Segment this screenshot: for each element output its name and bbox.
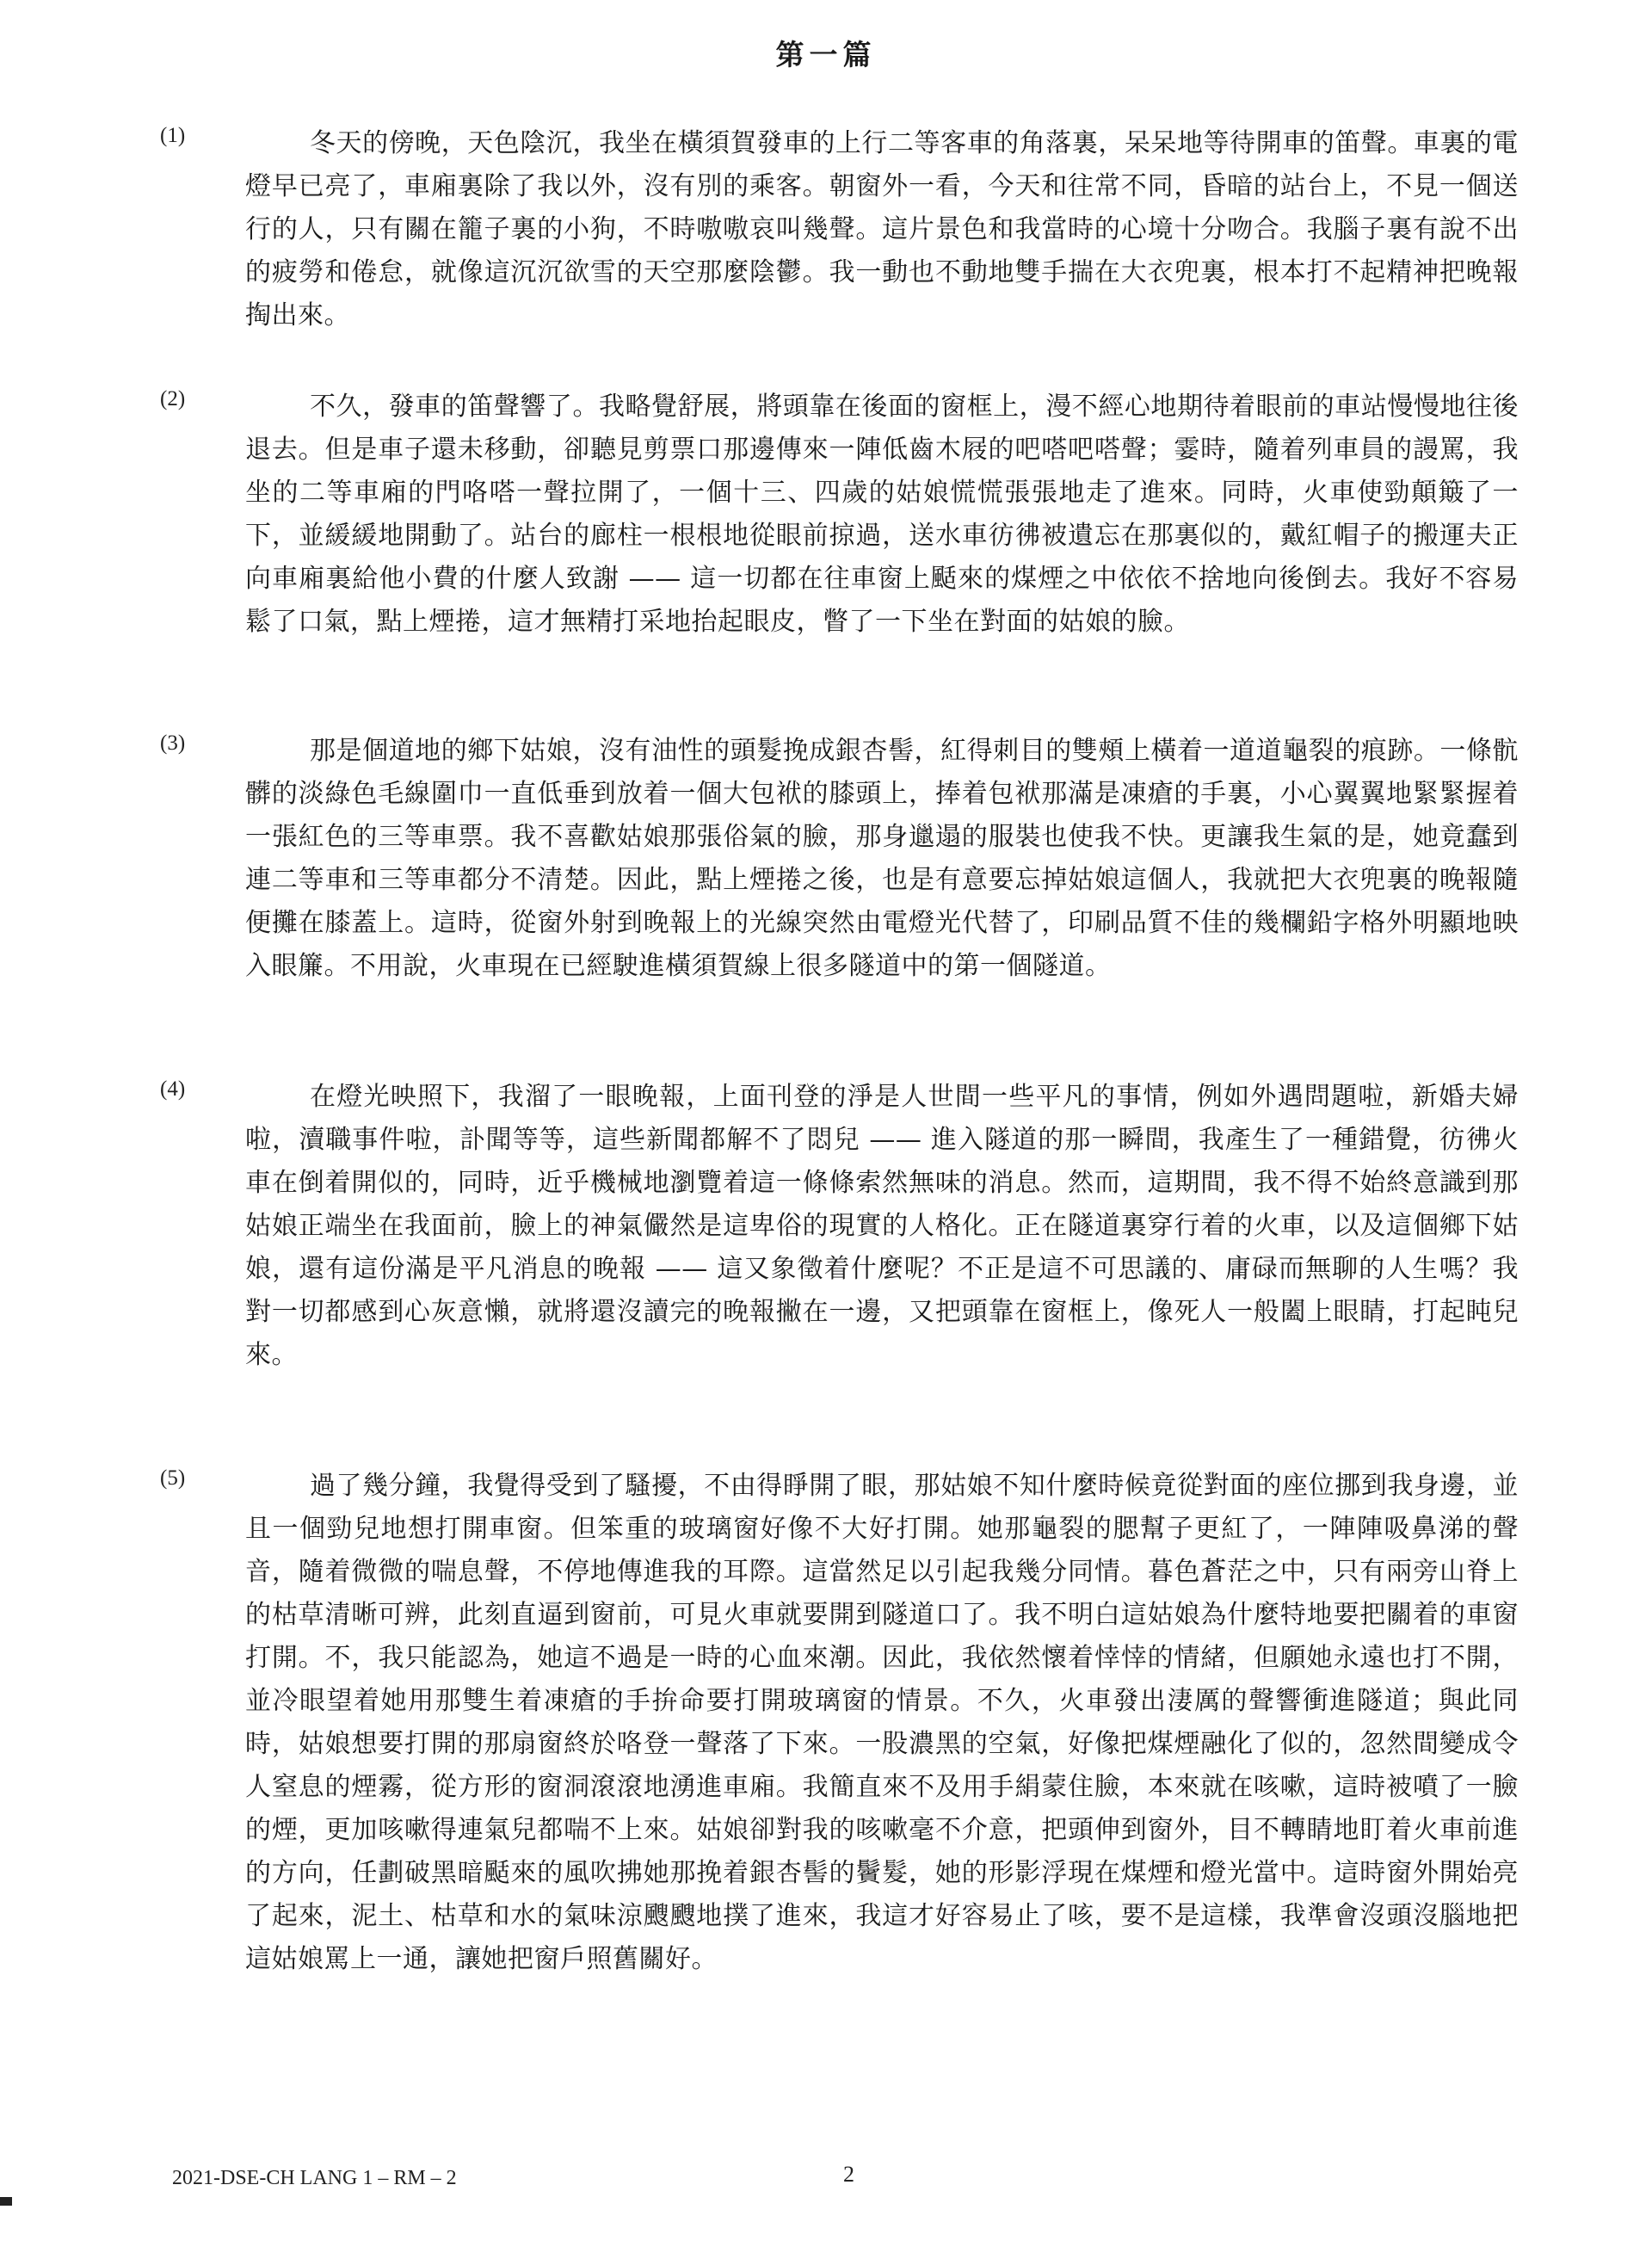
- paragraph-number: (4): [160, 1077, 186, 1101]
- page-title: 第一篇: [775, 38, 877, 71]
- paragraph-number: (1): [160, 124, 186, 147]
- paragraph: [160, 730, 1519, 988]
- paragraph-text: 那是個道地的鄉下姑娘，沒有油性的頭髮挽成銀杏髻，紅得刺目的雙頰上橫着一道道龜裂的痕跡。一條骯髒的淡綠色毛線圍巾一直低垂到放着一個大包袱的膝頭上，捧着包袱那滿是凍瘡的手裏，小心翼翼地緊緊握着一張紅色的三等車票。我不喜歡姑娘那張俗氣的臉，那身邋遢的服裝也使我不快。更讓我生氣的是，她竟蠢到連二等車和三等車都分不清楚。因此，點上煙捲之後，也是有意要忘掉姑娘這個人，我就把大衣兜裏的晚報隨便攤在膝蓋上。這時，從窗外射到晚報上的光線突然由電燈光代替了，印刷品質不佳的幾欄鉛字格外明顯地映入眼簾。不用說，火車現在已經駛進橫須賀線上很多隧道中的第一個隧道。: [245, 736, 1519, 981]
- paragraph-text: 在燈光映照下，我溜了一眼晚報，上面刊登的淨是人世間一些平凡的事情，例如外遇問題啦，新婚夫婦啦，瀆職事件啦，訃聞等等，這些新聞都解不了悶兒 —— 進入隧道的那一瞬間，我產生了一種錯覺，彷彿火車在倒着開似的，同時，近乎機械地瀏覽着這一條條索然無味的消息。然而，這期間，我不得不始終意識到那姑娘正端坐在我面前，臉上的神氣儼然是這卑俗的現實的人格化。正在隧道裏穿行着的火車，以及這個鄉下姑娘，還有這份滿是平凡消息的晚報 —— 這又象徵着什麼呢？不正是這不可思議的、庸碌而無聊的人生嗎？我對一切都感到心灰意懶，就將還沒讀完的晚報撇在一邊，又把頭靠在窗框上，像死人一般闔上眼睛，打起盹兒來。: [245, 1082, 1519, 1370]
- exam-paper-code: 2021-DSE-CH LANG 1 – RM – 2: [172, 2167, 457, 2189]
- paragraph: [160, 122, 1519, 337]
- paragraph-text: 過了幾分鐘，我覺得受到了騷擾，不由得睜開了眼，那姑娘不知什麼時候竟從對面的座位挪到我身邊，並且一個勁兒地想打開車窗。但笨重的玻璃窗好像不大好打開。她那龜裂的腮幫子更紅了，一陣陣吸鼻涕的聲音，隨着微微的喘息聲，不停地傳進我的耳際。這當然足以引起我幾分同情。暮色蒼茫之中，只有兩旁山脊上的枯草清晰可辨，此刻直逼到窗前，可見火車就要開到隧道口了。我不明白這姑娘為什麼特地要把關着的車窗打開。不，我只能認為，她這不過是一時的心血來潮。因此，我依然懷着悻悻的情緒，但願她永遠也打不開，並冷眼望着她用那雙生着凍瘡的手拚命要打開玻璃窗的情景。不久，火車發出淒厲的聲響衝進隧道；與此同時，姑娘想要打開的那扇窗終於咯登一聲落了下來。一股濃黑的空氣，好像把煤煙融化了似的，忽然間變成令人窒息的煙霧，從方形的窗洞滾滾地湧進車廂。我簡直來不及用手絹蒙住臉，本來就在咳嗽，這時被噴了一臉的煙，更加咳嗽得連氣兒都喘不上來。姑娘卻對我的咳嗽毫不介意，把頭伸到窗外，目不轉睛地盯着火車前進的方向，任劃破黑暗颳來的風吹拂她那挽着銀杏髻的鬢髮，她的形影浮現在煤煙和燈光當中。這時窗外開始亮了起來，泥土、枯草和水的氣味涼颼颼地撲了進來，我這才好容易止了咳，要不是這樣，我準會沒頭沒腦地把這姑娘罵上一通，讓她把窗戶照舊關好。: [245, 1471, 1519, 1974]
- paragraph-text: 冬天的傍晚，天色陰沉，我坐在橫須賀發車的上行二等客車的角落裏，呆呆地等待開車的笛聲。車裏的電燈早已亮了，車廂裏除了我以外，沒有別的乘客。朝窗外一看，今天和往常不同，昏暗的站台上，不見一個送行的人，只有關在籠子裏的小狗，不時嗷嗷哀叫幾聲。這片景色和我當時的心境十分吻合。我腦子裏有說不出的疲勞和倦怠，就像這沉沉欲雪的天空那麼陰鬱。我一動也不動地雙手揣在大衣兜裏，根本打不起精神把晚報掏出來。: [245, 128, 1519, 330]
- paragraph-number: (2): [160, 387, 186, 410]
- paragraph: [160, 1465, 1519, 1981]
- scan-registration-mark: [0, 2197, 12, 2206]
- paragraph-number: (5): [160, 1466, 186, 1490]
- paragraph-text: 不久，發車的笛聲響了。我略覺舒展，將頭靠在後面的窗框上，漫不經心地期待着眼前的車站慢慢地往後退去。但是車子還未移動，卻聽見剪票口那邊傳來一陣低齒木屐的吧嗒吧嗒聲；霎時，隨着列車員的謾罵，我坐的二等車廂的門咯嗒一聲拉開了，一個十三、四歲的姑娘慌慌張張地走了進來。同時，火車使勁顛簸了一下，並緩緩地開動了。站台的廊柱一根根地從眼前掠過，送水車彷彿被遺忘在那裏似的，戴紅帽子的搬運夫正向車廂裏給他小費的什麼人致謝 —— 這一切都在往車窗上颳來的煤煙之中依依不捨地向後倒去。我好不容易鬆了口氣，點上煙捲，這才無精打采地抬起眼皮，瞥了一下坐在對面的姑娘的臉。: [245, 392, 1519, 637]
- paragraph-number: (3): [160, 731, 186, 755]
- paragraph: [160, 1076, 1519, 1377]
- page-number: 2: [843, 2162, 854, 2187]
- paragraph: [160, 386, 1519, 644]
